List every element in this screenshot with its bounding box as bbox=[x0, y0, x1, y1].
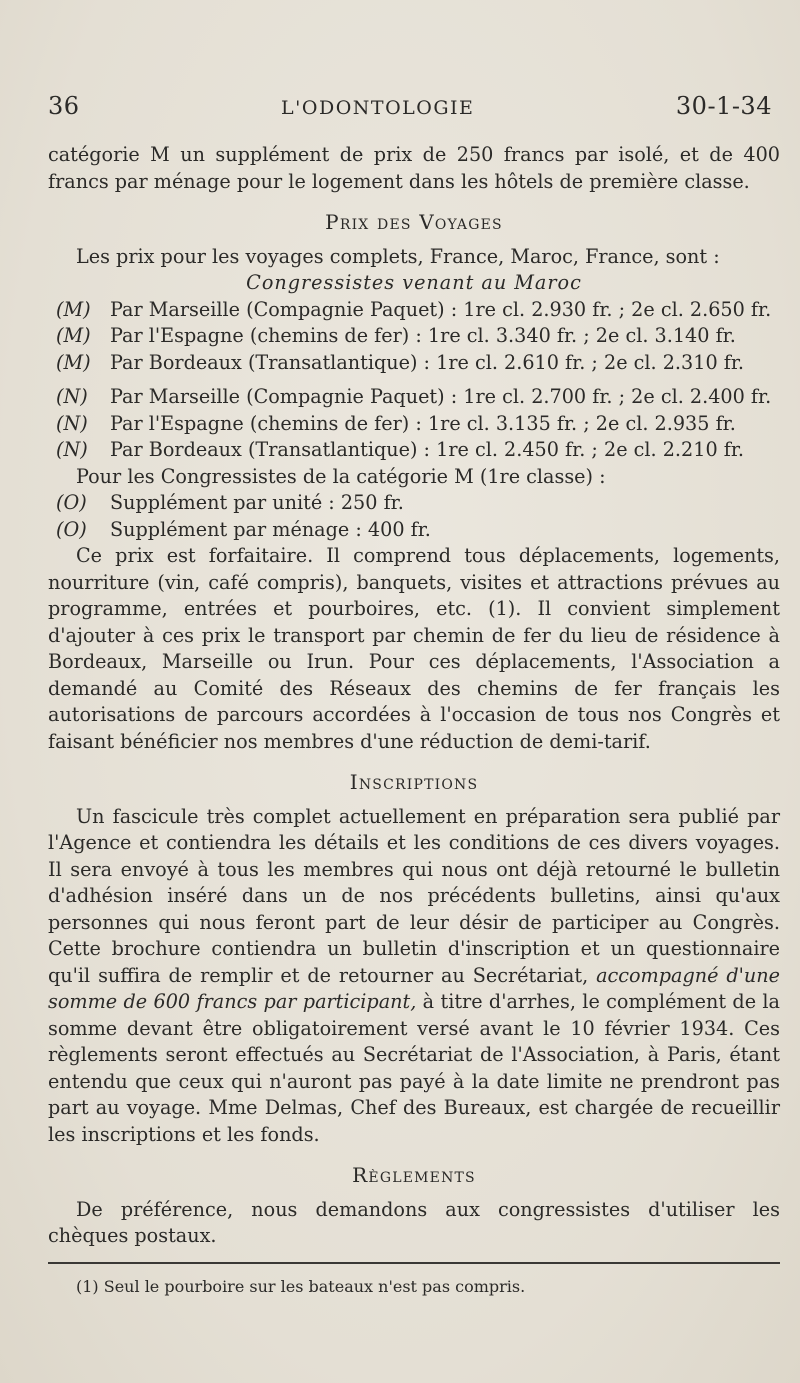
issue-date: 30-1-34 bbox=[675, 92, 772, 120]
inscriptions-text-before: Un fascicule très complet actuellement en préparation sera publié par l'Agence et contiendra les détails et les conditions de ces divers voyages. Il sera envoyé à tous les membres qui nous ont déjà retourné le bulletin d'adhésion inséré dans un de nos précédents bulletins, ainsi qu'aux personnes qui nous feront part de leur désir de participer au Congrès. Cette brochure contiendra un bulletin d'inscription et un questionnaire qu'il suffira de remplir et de retourner au Secrétariat, bbox=[48, 804, 780, 987]
price-text: Par Bordeaux (Transatlantique) : 1re cl. 2.610 fr. ; 2e cl. 2.310 fr. bbox=[110, 350, 745, 374]
page-header bbox=[48, 92, 772, 120]
price-list-n bbox=[48, 384, 780, 464]
price-text: Par Bordeaux (Transatlantique) : 1re cl. 2.450 fr. ; 2e cl. 2.210 fr. bbox=[110, 438, 745, 461]
price-code: (M) bbox=[56, 297, 91, 321]
prix-intro: Les prix pour les voyages complets, France, Maroc, France, sont : bbox=[76, 244, 720, 268]
price-code: (O) bbox=[56, 517, 87, 541]
price-text: Par Marseille (Compagnie Paquet) : 1re cl. 2.700 fr. ; 2e cl. 2.400 fr. bbox=[110, 385, 772, 408]
price-list-o bbox=[48, 490, 780, 543]
price-line bbox=[48, 350, 780, 377]
price-list-m bbox=[48, 297, 780, 377]
price-code: (N) bbox=[56, 438, 88, 461]
intro-paragraph: catégorie M un supplément de prix de 250 francs par isolé, et de 400 francs par ménage pour le logement dans les hôtels de première classe. bbox=[48, 143, 780, 193]
price-text: Par Marseille (Compagnie Paquet) : 1re cl. 2.930 fr. ; 2e cl. 2.650 fr. bbox=[110, 297, 772, 321]
footnote: (1) Seul le pourboire sur les bateaux n'est pas compris. bbox=[76, 1276, 526, 1296]
body-text bbox=[48, 142, 780, 1300]
price-line bbox=[48, 297, 780, 324]
inscriptions-paragraph bbox=[48, 804, 780, 1149]
prix-subheading: Congressistes venant au Maroc bbox=[246, 271, 582, 294]
price-code: (M) bbox=[56, 350, 91, 374]
section-heading-reglements: Règlements bbox=[352, 1163, 476, 1187]
price-line bbox=[48, 323, 780, 350]
price-code: (O) bbox=[56, 491, 87, 514]
inscriptions-text-after: à titre d'arrhes, le complément de la somme devant être obligatoirement versé avant le 10 février 1934. Ces règlements seront effectués au Secrétariat de l'Association, à Paris, étant entendu que ceux qui n'auront pas payé à la date limite ne prendront pas part au voyage. Mme Delmas, Chef des Bureaux, est chargée de recueillir les inscriptions et les fonds. bbox=[48, 990, 780, 1146]
section-heading-prix: Prix des Voyages bbox=[325, 210, 503, 234]
price-text: Supplément par unité : 250 fr. bbox=[110, 491, 404, 514]
price-code: (N) bbox=[56, 411, 88, 435]
running-title: L'ODONTOLOGIE bbox=[281, 97, 475, 119]
price-code: (N) bbox=[56, 385, 88, 408]
reglements-paragraph: De préférence, nous demandons aux congressistes d'utiliser les chèques postaux. bbox=[48, 1197, 780, 1247]
price-line bbox=[48, 437, 780, 464]
section-heading-inscriptions: Inscriptions bbox=[349, 770, 479, 794]
price-line bbox=[48, 384, 780, 411]
price-text: Par l'Espagne (chemins de fer) : 1re cl. 3.340 fr. ; 2e cl. 3.140 fr. bbox=[110, 324, 736, 347]
page-number: 36 bbox=[48, 92, 80, 120]
inscriptions-emphasis: accompagné d'une somme de 600 francs par participant, bbox=[48, 963, 780, 1013]
price-text: Supplément par ménage : 400 fr. bbox=[110, 517, 431, 541]
price-text: Par l'Espagne (chemins de fer) : 1re cl. 3.135 fr. ; 2e cl. 2.935 fr. bbox=[110, 411, 736, 435]
price-line bbox=[48, 517, 780, 544]
price-code: (M) bbox=[56, 324, 91, 347]
prix-paragraph: Ce prix est forfaitaire. Il comprend tous déplacements, logements, nourriture (vin, café compris), banquets, visites et attractions prévues au programme, entrées et pourboires, etc. (1). Il convient simplement d'ajouter à ces prix le transport par chemin de fer du lieu de résidence à Bordeaux, Marseille ou Irun. Pour ces déplacements, l'Association a demandé au Comité des Réseaux des chemins de fer français les autorisations de parcours accordées à l'occasion de tous nos Congrès et faisant bénéficier nos membres d'une réduction de demi-tarif. bbox=[48, 544, 780, 753]
price-line bbox=[48, 411, 780, 438]
footnote-divider bbox=[48, 1262, 780, 1264]
category-line: Pour les Congressistes de la catégorie M (1re classe) : bbox=[76, 464, 606, 488]
price-line bbox=[48, 490, 780, 517]
